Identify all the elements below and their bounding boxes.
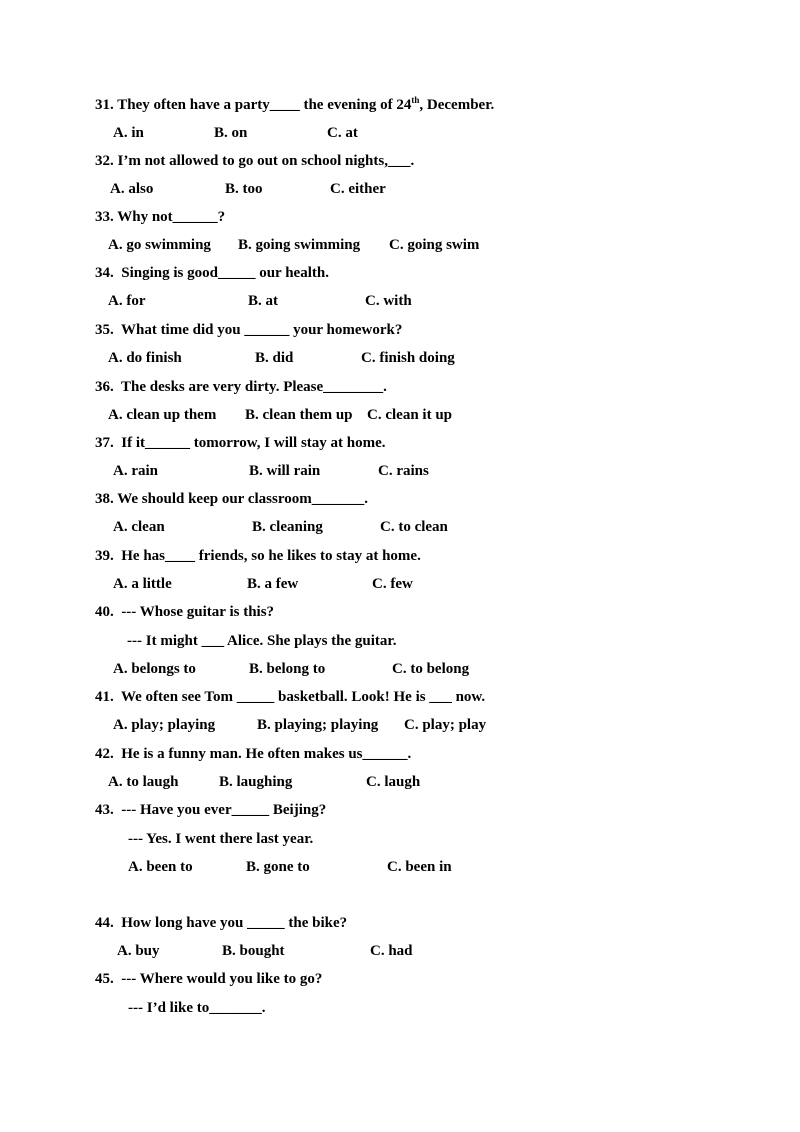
question-42-option-a: A. to laugh [108,774,179,790]
question-34-stem: 34. Singing is good_____ our health. [95,265,329,281]
question-43-line-2: --- Yes. I went there last year. [128,831,314,847]
question-31-stem-text: 31. They often have a party____ the evening of 24 [95,97,412,113]
question-33-option-b: B. going swimming [238,237,361,253]
question-33-option-c: C. going swim [389,237,480,253]
question-42-option-b: B. laughing [219,774,293,790]
question-38-option-c: C. to clean [380,519,448,535]
question-34-option-c: C. with [365,293,412,309]
question-43-option-a: A. been to [128,859,193,875]
question-32-option-a: A. also [110,181,154,197]
question-31-option-c: C. at [327,125,358,141]
question-38-stem: 38. We should keep our classroom_______. [95,491,368,507]
question-33-stem: 33. Why not______? [95,209,226,225]
question-40-option-a: A. belongs to [113,661,196,677]
question-32-option-b: B. too [225,181,263,197]
question-40-line-2: --- It might ___ Alice. She plays the guitar. [127,633,397,649]
question-35-stem: 35. What time did you ______ your homework? [95,322,403,338]
question-43-option-c: C. been in [387,859,452,875]
question-38-option-a: A. clean [113,519,165,535]
question-44-option-c: C. had [370,943,413,959]
question-31-option-a: A. in [113,125,144,141]
question-40-stem: 40. --- Whose guitar is this? [95,604,275,620]
question-37-stem: 37. If it______ tomorrow, I will stay at home. [95,435,386,451]
question-42-option-c: C. laugh [366,774,421,790]
question-41-option-a: A. play; playing [113,717,216,733]
question-44-option-a: A. buy [117,943,160,959]
question-40-option-c: C. to belong [392,661,470,677]
question-35-option-b: B. did [255,350,294,366]
question-40-option-b: B. belong to [249,661,326,677]
question-39-stem: 39. He has____ friends, so he likes to stay at home. [95,548,421,564]
question-38-option-b: B. cleaning [252,519,323,535]
question-36-option-c: C. clean it up [367,407,453,423]
question-32-stem: 32. I’m not allowed to go out on school nights,___. [95,153,415,169]
question-31-option-b: B. on [214,125,248,141]
question-31-stem-end: , December. [419,97,495,113]
question-35-option-a: A. do finish [108,350,182,366]
question-35-option-c: C. finish doing [361,350,455,366]
question-41-stem: 41. We often see Tom _____ basketball. Look! He is ___ now. [95,689,486,705]
question-43-stem: 43. --- Have you ever_____ Beijing? [95,802,327,818]
question-32-option-c: C. either [330,181,386,197]
question-37-option-a: A. rain [113,463,158,479]
question-37-option-b: B. will rain [249,463,321,479]
question-34-option-b: B. at [248,293,278,309]
question-45-stem: 45. --- Where would you like to go? [95,971,323,987]
question-41-option-b: B. playing; playing [257,717,379,733]
question-36-stem: 36. The desks are very dirty. Please________. [95,379,387,395]
question-41-option-c: C. play; play [404,717,487,733]
question-43-option-b: B. gone to [246,859,310,875]
question-39-option-b: B. a few [247,576,299,592]
question-42-stem: 42. He is a funny man. He often makes us______. [95,746,412,762]
question-36-option-a: A. clean up them [108,407,217,423]
question-44-stem: 44. How long have you _____ the bike? [95,915,348,931]
question-36-option-b: B. clean them up [245,407,353,423]
question-39-option-a: A. a little [113,576,172,592]
question-33-option-a: A. go swimming [108,237,211,253]
question-37-option-c: C. rains [378,463,429,479]
question-45-line-2: --- I’d like to_______. [128,1000,266,1016]
question-31-stem [95,96,494,114]
question-39-option-c: C. few [372,576,413,592]
question-31-ordinal-suffix: th [411,95,420,105]
question-44-option-b: B. bought [222,943,285,959]
question-34-option-a: A. for [108,293,146,309]
